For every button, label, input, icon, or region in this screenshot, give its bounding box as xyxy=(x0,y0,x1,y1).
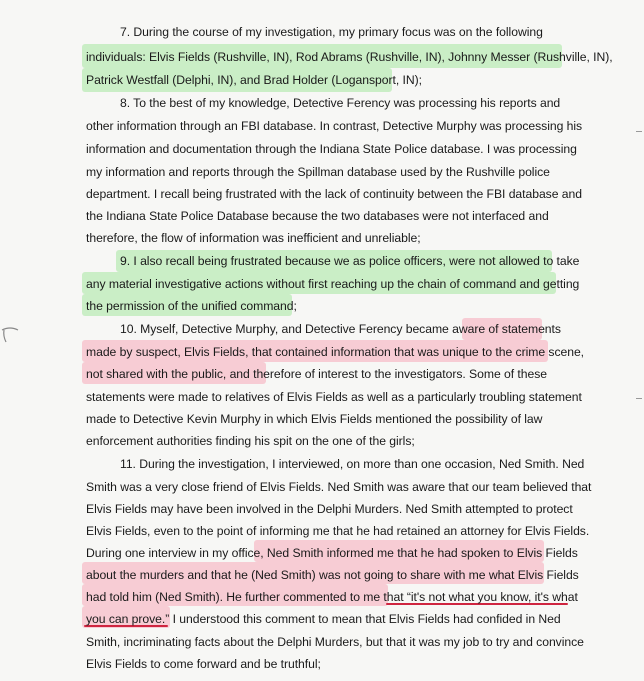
text-line: you can prove.” I understood this comment to mean that Elvis Fields had confided in Ned xyxy=(86,612,561,626)
text-line: Elvis Fields, even to the point of informing me that he had retained an attorney for Elvis Fields. xyxy=(86,524,590,538)
margin-bracket-icon xyxy=(0,324,22,346)
text-line: not shared with the public, and therefore of interest to the investigators. Some of these xyxy=(86,367,547,381)
text-line: 10. Myself, Detective Murphy, and Detective Ferency became aware of statements xyxy=(120,322,561,336)
text-line: Elvis Fields to come forward and be truthful; xyxy=(86,657,321,671)
text-line: individuals: Elvis Fields (Rushville, IN), Rod Abrams (Rushville, IN), Johnny Messer (Rushville, IN), xyxy=(86,50,613,64)
text-line: about the murders and that he (Ned Smith) was not going to share with me what Elvis Fields xyxy=(86,568,579,582)
text-line: Elvis Fields may have been involved in the Delphi Murders. Ned Smith attempted to protect xyxy=(86,502,573,516)
text-line: therefore, the flow of information was inefficient and unreliable; xyxy=(86,231,421,245)
text-line: Smith was a very close friend of Elvis Fields. Ned Smith was aware that our team believed that xyxy=(86,480,592,494)
margin-tick xyxy=(636,398,642,399)
text-line: made by suspect, Elvis Fields, that contained information that was unique to the crime scene, xyxy=(86,345,585,359)
text-line: 11. During the investigation, I interviewed, on more than one occasion, Ned Smith. Ned xyxy=(120,457,585,471)
text-line: the permission of the unified command; xyxy=(86,299,297,313)
text-line: enforcement authorities finding his spit on the one of the girls; xyxy=(86,434,415,448)
text-line: made to Detective Kevin Murphy in which Elvis Fields mentioned the possibility of law xyxy=(86,412,543,426)
text-line: Patrick Westfall (Delphi, IN), and Brad Holder (Logansport, IN); xyxy=(86,73,422,87)
margin-tick xyxy=(636,131,642,132)
text-line: During one interview in my office, Ned Smith informed me that he had spoken to Elvis Fields xyxy=(86,546,578,560)
text-line: 9. I also recall being frustrated because we as police officers, were not allowed to take xyxy=(120,254,580,268)
text-line: Smith, incriminating facts about the Delphi Murders, but that it was my job to try and convince xyxy=(86,635,584,649)
text-line: other information through an FBI database. In contrast, Detective Murphy was processing his xyxy=(86,119,583,133)
text-line: any material investigative actions without first reaching up the chain of command and getting xyxy=(86,277,580,291)
text-line: information and documentation through the Indiana State Police database. I was processing xyxy=(86,142,577,156)
text-line: 8. To the best of my knowledge, Detective Ferency was processing his reports and xyxy=(120,96,561,110)
text-line: my information and reports through the Spillman database used by the Rushville police xyxy=(86,165,550,179)
text-line: statements were made to relatives of Elvis Fields as well as a particularly troubling statement xyxy=(86,390,582,404)
text-line: department. I recall being frustrated with the lack of continuity between the FBI database and xyxy=(86,187,582,201)
text-line: 7. During the course of my investigation, my primary focus was on the following xyxy=(120,25,543,39)
text-line: had told him (Ned Smith). He further commented to me that “it's not what you know, it's what xyxy=(86,590,578,604)
text-line: the Indiana State Police Database because the two databases were not interfaced and xyxy=(86,209,549,223)
